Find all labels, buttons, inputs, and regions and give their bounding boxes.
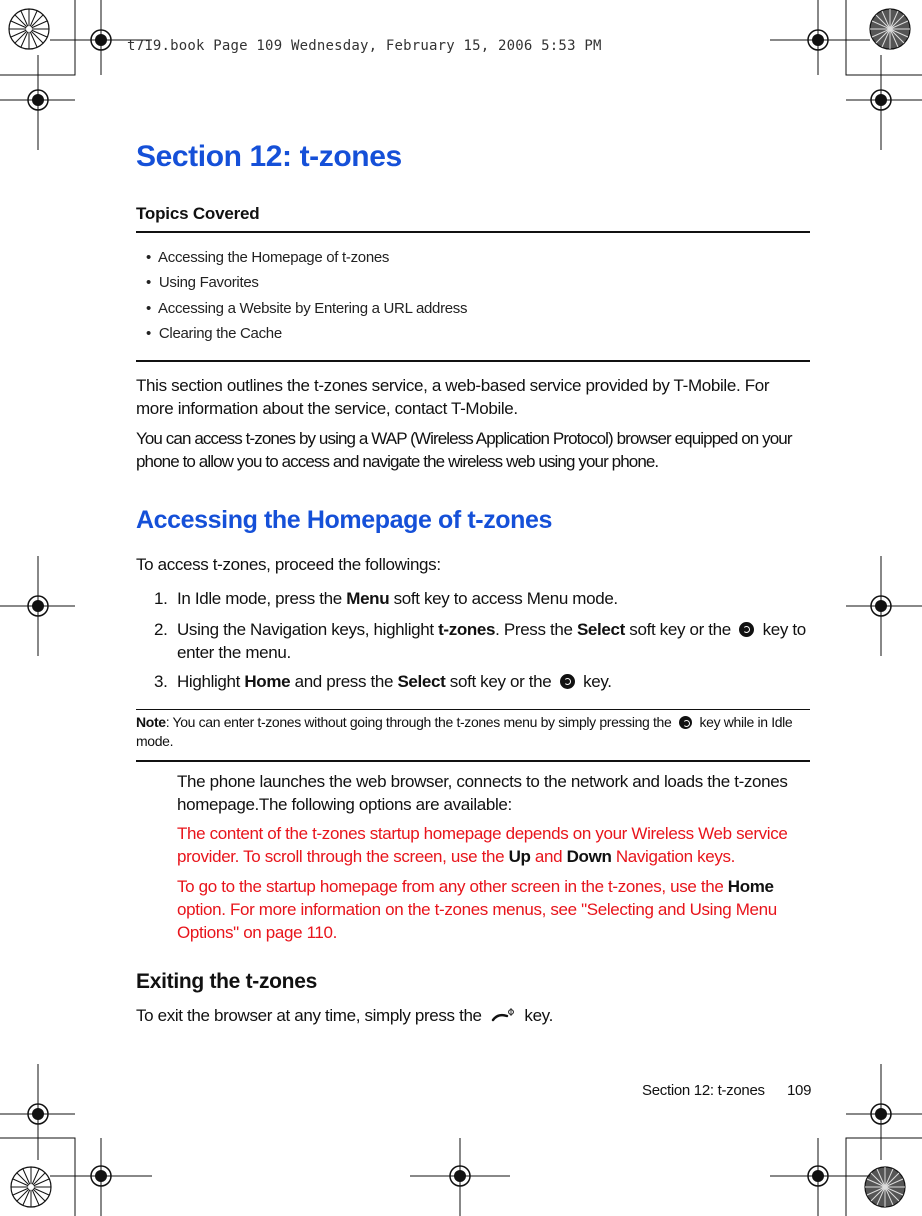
section-heading-exiting: Exiting the t-zones: [136, 970, 317, 993]
intro-paragraph-1: This section outlines the t-zones service, a web-based service provided by T-Mobile. For more information about the service, contact T-Mobile.: [136, 376, 770, 418]
registration-mark-icon: [859, 78, 903, 122]
registration-mark-icon: [16, 584, 60, 628]
end-call-key-icon: [490, 1008, 516, 1024]
page-title: Section 12: t-zones: [136, 140, 402, 173]
intro-paragraph-2: You can access t-zones by using a WAP (Wireless Application Protocol) browser equipped on your phone to allow you to access and navigate the wireless web using your phone.: [136, 429, 792, 471]
registration-mark-icon: [16, 1092, 60, 1136]
topics-heading: Topics Covered: [136, 204, 260, 223]
color-wheel-mark-icon: [865, 1167, 905, 1207]
color-wheel-mark-icon: [11, 1167, 51, 1207]
registration-mark-icon: [438, 1154, 482, 1198]
note: Note: You can enter t-zones without going through the t-zones menu by simply pressing the key while in Idle mode.: [136, 714, 793, 749]
registration-mark-icon: [859, 1092, 903, 1136]
exiting-text: To exit the browser at any time, simply press the key.: [136, 1006, 553, 1025]
red-note-scroll: The content of the t-zones startup homepage depends on your Wireless Web service provider. To scroll through the screen, use the Up and Down Navigation keys.: [177, 824, 788, 866]
accessing-lead: To access t-zones, proceed the followings:: [136, 555, 441, 574]
red-note-home: To go to the startup homepage from any other screen in the t-zones, use the Home option. For more information on the t-zones menus, see "Selecting and Using Menu Options" on page 110.: [177, 877, 777, 942]
list-item: • Using Favorites: [146, 270, 467, 295]
bullet-icon: •: [146, 274, 151, 292]
note-top-rule: [136, 709, 810, 710]
registration-mark-icon: [79, 1154, 123, 1198]
list-item: • Accessing the Homepage of t-zones: [146, 245, 467, 270]
printer-slug: t719.book Page 109 Wednesday, February 15, 2006 5:53 PM: [127, 38, 602, 54]
topics-top-rule: [136, 231, 810, 233]
registration-mark-icon: [79, 18, 123, 62]
step-1: 1. In Idle mode, press the Menu soft key to access Menu mode.: [154, 589, 618, 608]
registration-mark-icon: [859, 584, 903, 628]
t-zones-web-key-icon: [679, 716, 692, 729]
bullet-icon: •: [146, 249, 151, 266]
t-zones-web-key-icon: [560, 674, 575, 689]
note-bottom-rule: [136, 760, 810, 762]
topics-list: [146, 245, 467, 347]
bullet-icon: •: [146, 325, 151, 343]
registration-mark-icon: [16, 78, 60, 122]
registration-mark-icon: [796, 1154, 840, 1198]
t-zones-web-key-icon: [739, 622, 754, 637]
step-2: 2. Using the Navigation keys, highlight t-zones. Press the Select soft key or the key to enter the menu.: [154, 620, 806, 662]
list-item: • Clearing the Cache: [146, 321, 467, 346]
section-heading-accessing: Accessing the Homepage of t-zones: [136, 506, 553, 534]
topics-bottom-rule: [136, 360, 810, 362]
registration-mark-icon: [796, 18, 840, 62]
list-item: • Accessing a Website by Entering a URL address: [146, 296, 467, 321]
browser-launch-text: The phone launches the web browser, connects to the network and loads the t-zones homepage.The following options are available:: [177, 772, 788, 814]
footer-section-label: Section 12: t-zones: [642, 1082, 765, 1099]
step-3: 3. Highlight Home and press the Select soft key or the key.: [154, 672, 612, 691]
footer-page-number: 109: [787, 1082, 812, 1099]
bullet-icon: •: [146, 299, 151, 317]
color-wheel-mark-icon: [9, 9, 49, 49]
color-wheel-mark-icon: [870, 9, 910, 49]
